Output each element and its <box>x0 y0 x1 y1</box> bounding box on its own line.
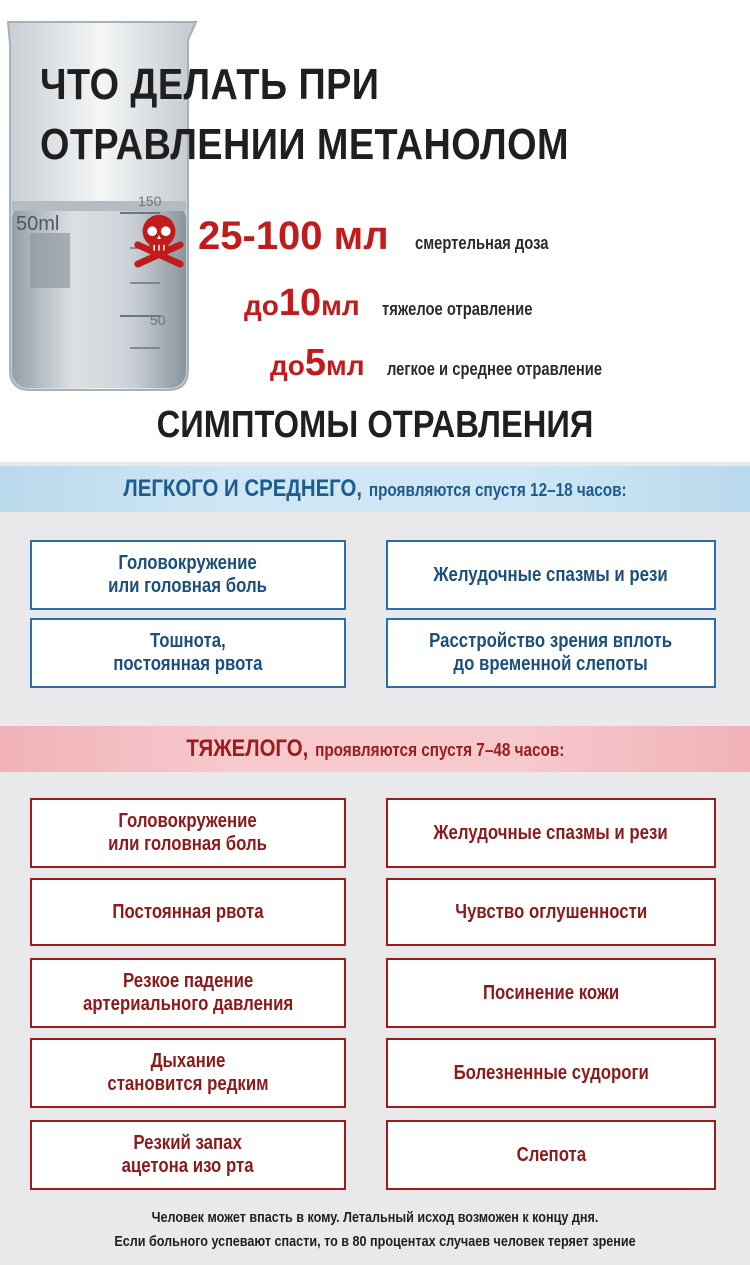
severe-section-header <box>0 726 750 772</box>
dose-prefix-mild: до <box>270 350 305 381</box>
page-title <box>40 55 642 175</box>
footer-line-2: Если больного успевают спасти, то в 80 процентах случаев человек теряет зрение <box>114 1233 636 1250</box>
severe-symptom-text: Резкое падение артериального давления <box>82 970 294 1015</box>
dose-row-lethal <box>198 214 577 259</box>
page-title-line-1: ЧТО ДЕЛАТЬ ПРИ <box>40 60 380 109</box>
severe-symptom-card <box>386 1038 716 1108</box>
dose-amount-lethal: 25-100 мл <box>198 214 389 258</box>
page-title-line-2: ОТРАВЛЕНИИ МЕТАНОЛОМ <box>40 120 569 169</box>
severe-symptom-card <box>30 1120 346 1190</box>
severe-symptom-card <box>386 798 716 868</box>
severe-symptom-card <box>30 878 346 946</box>
mild-symptom-text: Желудочные спазмы и рези <box>433 563 669 586</box>
mild-symptom-card <box>386 618 716 688</box>
dose-prefix-severe: до <box>244 290 279 321</box>
mild-section-timing: проявляются спустя 12–18 часов: <box>368 480 627 500</box>
dose-number-severe: 10 <box>278 282 322 324</box>
severe-symptom-card <box>30 958 346 1028</box>
dose-description-severe: тяжелое отравление <box>381 299 533 319</box>
skull-crossbones-icon <box>130 210 188 268</box>
mild-symptom-card <box>30 540 346 610</box>
dose-row-severe <box>244 282 565 325</box>
severe-symptom-card <box>30 1038 346 1108</box>
beaker-volume-label: 50ml <box>16 213 60 235</box>
severe-symptom-card <box>386 878 716 946</box>
dose-number-mild: 5 <box>304 342 327 384</box>
dose-description-mild: легкое и среднее отравление <box>386 359 602 379</box>
severe-section-timing: проявляются спустя 7–48 часов: <box>314 740 564 760</box>
footer-note <box>0 1206 750 1254</box>
dose-unit-mild: мл <box>326 350 365 381</box>
severe-symptom-text: Посинение кожи <box>482 981 620 1004</box>
severe-symptom-text: Головокружение или головная боль <box>108 810 268 855</box>
footer-line-1: Человек может впасть в кому. Летальный исход возможен к концу дня. <box>151 1209 599 1226</box>
mild-symptom-text: Тошнота, постоянная рвота <box>113 630 263 675</box>
severe-section-label: ТЯЖЕЛОГО, <box>185 735 308 762</box>
dose-row-mild <box>270 342 649 385</box>
symptoms-heading: СИМПТОМЫ ОТРАВЛЕНИЯ <box>156 404 594 446</box>
severe-symptom-text: Болезненные судороги <box>453 1061 649 1084</box>
mild-symptom-text: Головокружение или головная боль <box>108 552 268 597</box>
beaker-mark-50: 50 <box>150 312 166 328</box>
mild-symptom-text: Расстройство зрения вплоть до временной слепоты <box>429 630 673 675</box>
mild-section-header <box>0 466 750 512</box>
severe-symptom-text: Слепота <box>516 1143 586 1166</box>
severe-symptom-text: Дыхание становится редким <box>107 1050 269 1095</box>
severe-symptom-card <box>386 958 716 1028</box>
mild-section-label: ЛЕГКОГО И СРЕДНЕГО, <box>123 475 363 502</box>
mild-symptom-card <box>386 540 716 610</box>
severe-symptom-card <box>386 1120 716 1190</box>
severe-symptom-text: Желудочные спазмы и рези <box>433 821 669 844</box>
severe-symptom-card <box>30 798 346 868</box>
severe-symptom-text: Чувство оглушенности <box>455 900 647 923</box>
mild-symptom-card <box>30 618 346 688</box>
dose-unit-severe: мл <box>321 290 360 321</box>
severe-symptom-text: Постоянная рвота <box>112 900 264 923</box>
beaker-mark-150: 150 <box>138 193 162 209</box>
severe-symptom-text: Резкий запах ацетона изо рта <box>121 1132 255 1177</box>
dose-description-lethal: смертельная доза <box>414 233 549 253</box>
